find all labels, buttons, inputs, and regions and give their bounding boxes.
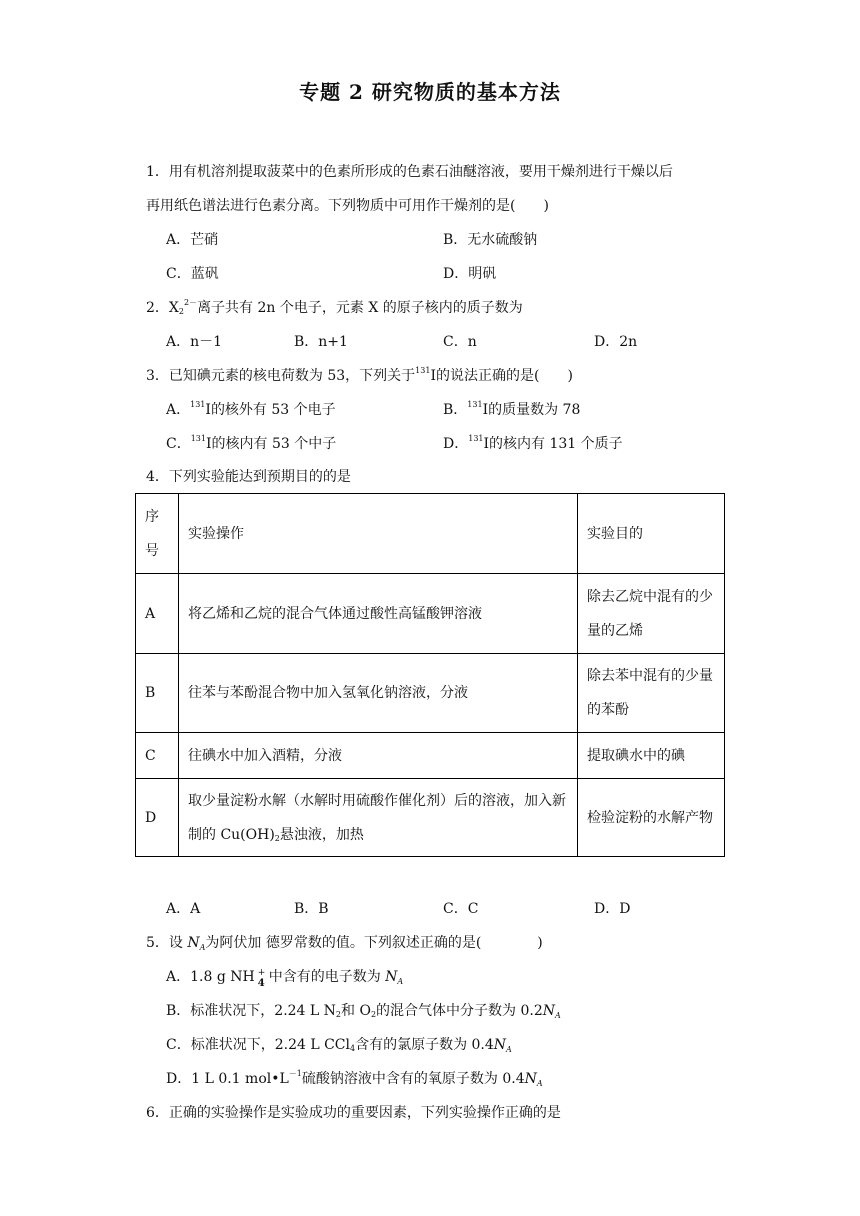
table-row-op: 往碘水中加入酒精，分液 [179, 733, 578, 779]
q5-option-d-text1: D．1 L 0.1 mol [166, 1071, 272, 1087]
q5-option-c-na: N [493, 1037, 507, 1053]
q5-option-b-text1: B．标准状况下，2.24 L N [166, 1003, 336, 1019]
q3-option-c-text: 的核内有 53 个中子 [211, 436, 337, 452]
q5-option-b-sub1: 2 [335, 1010, 342, 1019]
q4-option-d: D．D [594, 901, 631, 917]
q5-na-subscript: A [199, 943, 206, 952]
q5-stem [146, 933, 543, 958]
q3-stem-before: 3．已知碘元素的核电荷数为 53，下列关于 [146, 368, 416, 384]
q2-option-c: C．n [443, 334, 477, 350]
q3-option-b-label: B． [443, 402, 468, 418]
q3-option-c-mass: 131 [190, 434, 206, 443]
q2-option-a: A．n－1 [166, 334, 223, 350]
q3-option-d-text: 的核内有 131 个质子 [489, 436, 623, 452]
q3-option-d-label: D． [443, 436, 469, 452]
ammonium-subscript: 4 [257, 978, 265, 989]
table-row-id: A [136, 574, 179, 654]
table-row [136, 733, 725, 779]
q1-stem-line1: 1．用有机溶剂提取菠菜中的色素所形成的色素石油醚溶液，要用干燥剂进行干燥以后 [146, 164, 673, 180]
q2-charge: 2－ [183, 298, 198, 307]
q4-option-a: A．A [166, 901, 201, 917]
q5-option-a-text2: 中含有的电子数为 [268, 969, 386, 985]
table-header-goal: 实验目的 [578, 494, 725, 574]
table-header-row [136, 494, 725, 574]
table-row [136, 779, 725, 857]
q5-na-symbol: N [187, 935, 200, 951]
table-row-op-subscript: 2 [274, 833, 280, 843]
q5-option-d-text3: 硫酸钠溶液中含有的氧原子数为 0.4 [301, 1071, 525, 1087]
q4-stem: 4．下列实验能达到预期目的的是 [146, 469, 351, 485]
q5-option-d-na: N [524, 1071, 537, 1087]
q3-option-d [443, 434, 623, 454]
experiment-table [135, 493, 725, 857]
q5-option-d-dot: • [271, 1071, 280, 1087]
q2-option-b: B．n+1 [294, 334, 348, 350]
q3-option-a-label: A． [166, 402, 191, 418]
q5-option-c-na-sub: A [506, 1045, 512, 1054]
q5-option-b-na-sub: A [555, 1011, 561, 1020]
q5-option-a-text1: A．1.8 g NH [166, 969, 255, 985]
table-row-goal: 除去乙烷中混有的少量的乙烯 [578, 574, 725, 654]
q5-option-b [166, 1001, 561, 1026]
table-row-goal: 除去苯中混有的少量的苯酚 [578, 654, 725, 733]
q3-option-c-label: C． [166, 436, 191, 452]
q5-option-a [166, 967, 403, 992]
q3-option-b-element: I [482, 402, 489, 418]
table-row [136, 574, 725, 654]
q3-option-a-text: 的核外有 53 个电子 [210, 402, 336, 418]
q5-option-d [166, 1069, 543, 1094]
q1-option-d: D．明矾 [443, 266, 497, 282]
table-row-id: D [136, 779, 179, 857]
ammonium-fraction [255, 967, 269, 987]
table-row-op: 将乙烯和乙烷的混合气体通过酸性高锰酸钾溶液 [179, 574, 578, 654]
table-header-op: 实验操作 [179, 494, 578, 574]
table-row-goal: 检验淀粉的水解产物 [578, 779, 725, 857]
table-row-goal: 提取碘水中的碘 [578, 733, 725, 779]
q5-option-c [166, 1035, 512, 1060]
q2-text: 离子共有 2n 个电子，元素 X 的原子核内的质子数为 [197, 300, 523, 316]
table-row-op-part2: 悬浊液，加热 [279, 826, 364, 843]
q3-option-c-element: I [206, 436, 212, 452]
q1-option-c: C．蓝矾 [166, 266, 219, 282]
q3-option-b-text: 的质量数为 78 [488, 402, 581, 418]
q1-option-b: B．无水硫酸钠 [443, 232, 538, 248]
q3-stem-after: 的说法正确的是( ) [435, 368, 573, 384]
q6-stem: 6．正确的实验操作是实验成功的重要因素，下列实验操作正确的是 [146, 1105, 561, 1121]
q1-option-a: A．芒硝 [166, 232, 219, 248]
q2-prefix: 2．X [146, 300, 179, 316]
q3-option-a-mass: 131 [190, 400, 206, 409]
table-row-id: B [136, 654, 179, 733]
q5-stem-a: 5．设 [146, 935, 188, 951]
q5-option-c-text1: C．标准状况下，2.24 L CCl [166, 1037, 350, 1053]
q5-option-a-na: N [385, 969, 398, 985]
table-row [136, 654, 725, 733]
q3-stem [146, 366, 573, 386]
q4-option-c: C．C [443, 901, 479, 917]
q5-option-a-na-sub: A [397, 977, 404, 986]
q5-option-b-text2: 和 O [341, 1003, 371, 1019]
q3-element: I [430, 368, 436, 384]
q5-option-b-sub2: 2 [370, 1010, 377, 1019]
table-header-id [136, 494, 179, 574]
q3-option-b [443, 400, 580, 420]
table-header-id-text: 序号 [145, 508, 159, 559]
q2-stem [146, 298, 523, 318]
table-row-op-part1: 取少量淀粉水解（水解时用硫酸作催化剂）后的溶液，加入新制的 Cu(OH) [188, 792, 566, 843]
page-title: 专题 2 研究物质的基本方法 [299, 80, 561, 104]
q3-mass-number: 131 [415, 366, 431, 375]
q5-option-d-na-sub: A [536, 1079, 543, 1088]
q5-option-c-sub: 4 [349, 1044, 356, 1053]
q5-option-b-text3: 的混合气体中分子数为 0.2 [376, 1003, 543, 1019]
q3-option-c [166, 434, 336, 454]
table-row-op [179, 779, 578, 857]
q3-option-d-mass: 131 [468, 434, 484, 443]
table-row-id: C [136, 733, 179, 779]
q3-option-a [166, 400, 336, 420]
table-row-op: 往苯与苯酚混合物中加入氢氧化钠溶液，分液 [179, 654, 578, 733]
q5-option-d-text2: L [279, 1071, 289, 1087]
ammonium-charge: + [257, 968, 266, 978]
q3-option-b-mass: 131 [467, 400, 483, 409]
q3-option-d-element: I [483, 436, 490, 452]
q5-option-c-text2: 含有的氯原子数为 0.4 [355, 1037, 494, 1053]
q5-stem-b: 为阿伏加 德罗常数的值。下列叙述正确的是( ) [205, 935, 543, 951]
q4-option-b: B．B [294, 901, 329, 917]
q5-option-b-na: N [542, 1003, 556, 1019]
q2-option-d: D．2n [594, 334, 638, 350]
q1-stem-line2: 再用纸色谱法进行色素分离。下列物质中可用作干燥剂的是( ) [146, 198, 549, 214]
q3-option-a-element: I [205, 402, 211, 418]
q5-option-d-sup: －1 [288, 1069, 302, 1078]
q2-subscript: 2 [178, 307, 184, 316]
